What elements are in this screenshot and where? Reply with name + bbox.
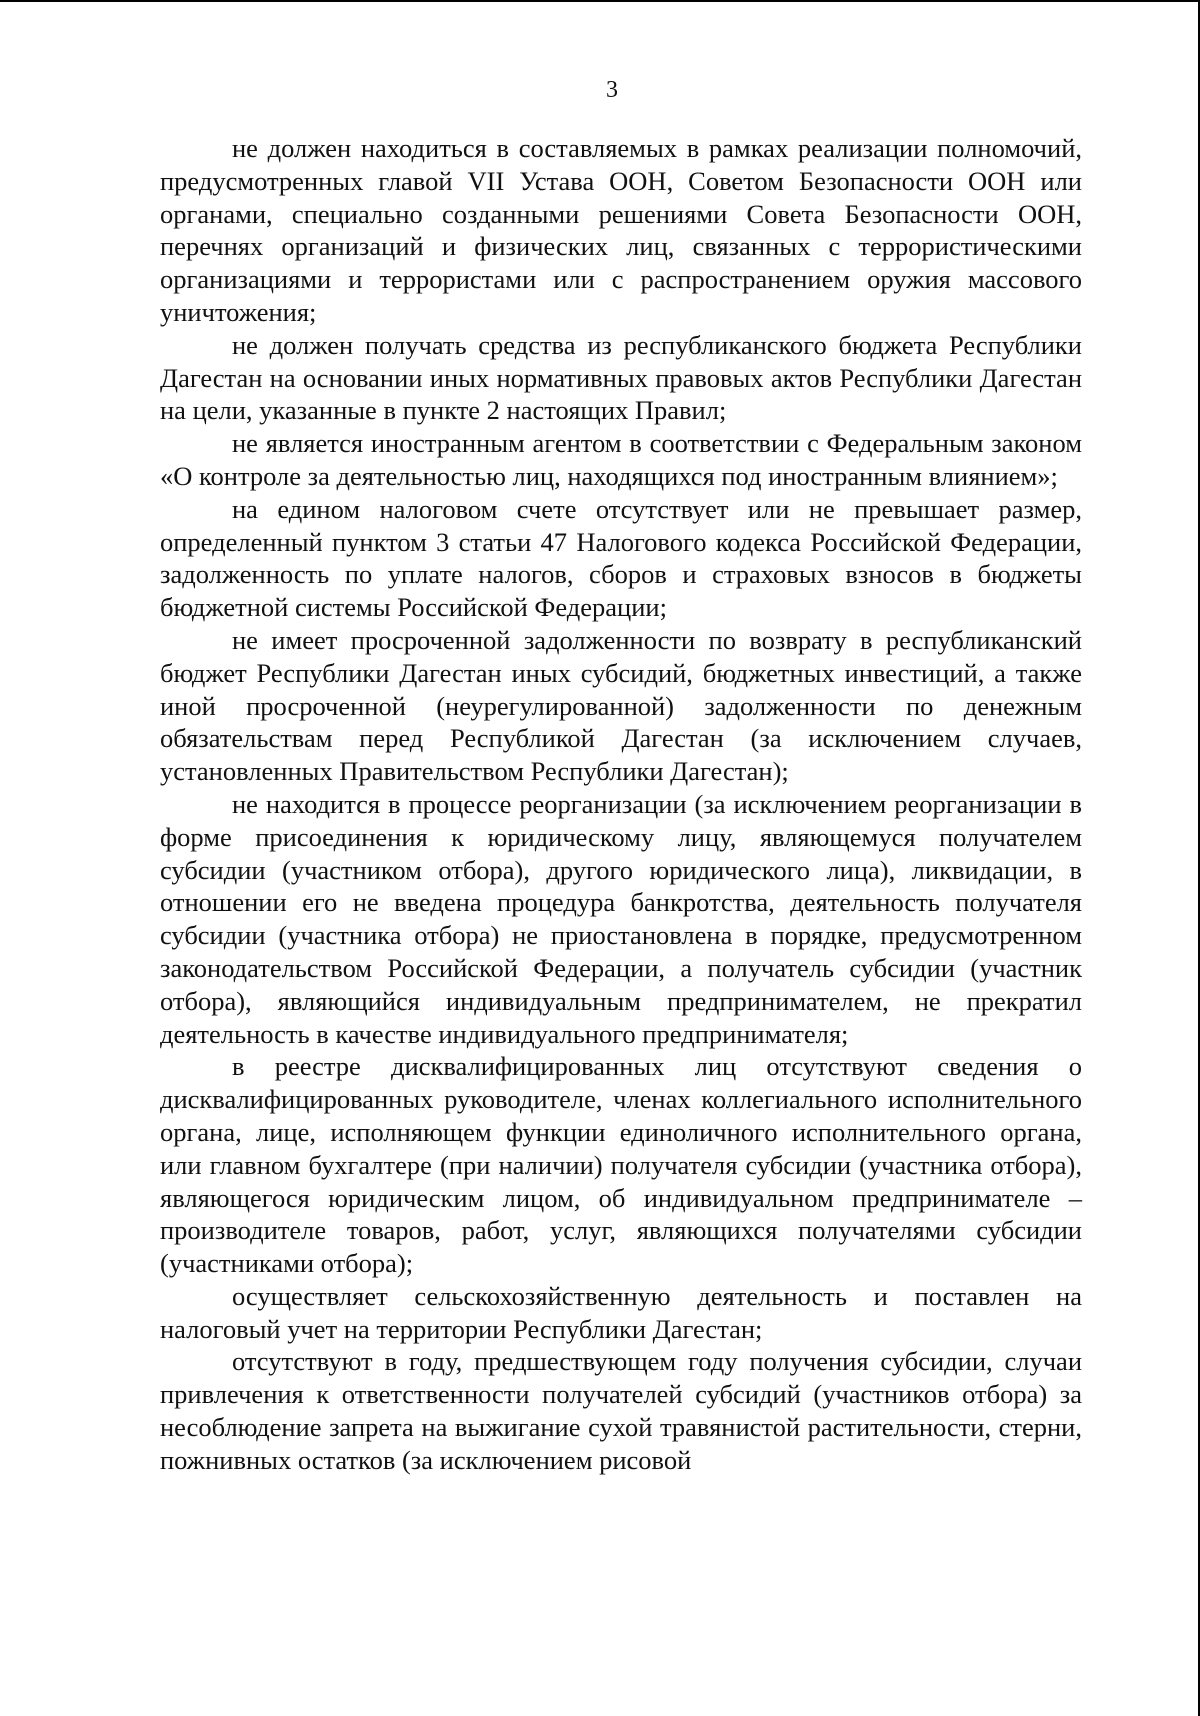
- paragraph-agricultural-activity: осуществляет сельскохозяйственную деятельность и поставлен на налоговый учет на территории Республики Дагестан;: [160, 1280, 1082, 1344]
- paragraph-tax-debt: на едином налоговом счете отсутствует или не превышает размер, определенный пунктом 3 статьи 47 Налогового кодекса Российской Федерации, задолженность по уплате налогов, сборов и страховых взносов в бюджеты бюджетной системы Российской Федерации;: [160, 493, 1082, 623]
- paragraph-disqualified-persons: в реестре дисквалифицированных лиц отсутствуют сведения о дисквалифицированных руководителе, членах коллегиального исполнительного органа, лице, исполняющем функции единоличного исполнительного органа, или главном бухгалтере (при наличии) получателя субсидии (участника отбора), являющегося юридическим лицом, об индивидуальном предпринимателе – производителе товаров, работ, услуг, являющихся получателями субсидии (участниками отбора);: [160, 1051, 1082, 1279]
- paragraph-not-foreign-agent: не является иностранным агентом в соответствии с Федеральным законом «О контроле за деятельностью лиц, находящихся под иностранным влиянием»;: [160, 428, 1082, 491]
- paragraph-no-burning-violations: отсутствуют в году, предшествующем году получения субсидии, случаи привлечения к ответственности получателей субсидий (участников отбора) за несоблюдение запрета на выжигание сухой травянистой растительности, стерни, пожнивных остатков (за исключением рисовой: [160, 1346, 1082, 1475]
- paragraph-no-other-budget-funds: не должен получать средства из республиканского бюджета Республики Дагестан на основании иных нормативных правовых актов Республики Дагестан на цели, указанные в пункте 2 настоящих Правил;: [160, 329, 1082, 426]
- document-body: [160, 132, 1082, 1477]
- paragraph-no-overdue-debt: не имеет просроченной задолженности по возврату в республиканский бюджет Республики Дагестан иных субсидий, бюджетных инвестиций, а также иной просроченной (неурегулированной) задолженности по денежным обязательствам перед Республикой Дагестан (за исключением случаев, установленных Правительством Республики Дагестан);: [160, 624, 1082, 787]
- scan-border-top: [0, 0, 1200, 2]
- paragraph-un-sanctions-list: не должен находиться в составляемых в рамках реализации полномочий, предусмотренных главой VII Устава ООН, Советом Безопасности ООН или органами, специально созданными решениями Совета Безопасности ООН, перечнях организаций и физических лиц, связанных с террористическими организациями и террористами или с распространением оружия массового уничтожения;: [160, 133, 1082, 327]
- paragraph-not-reorganizing: не находится в процессе реорганизации (за исключением реорганизации в форме присоединения к юридическому лицу, являющемуся получателем субсидии (участником отбора), другого юридического лица), ликвидации, в отношении его не введена процедура банкротства, деятельность получателя субсидии (участника отбора) не приостановлена в порядке, предусмотренном законодательством Российской Федерации, а получатель субсидии (участник отбора), являющийся индивидуальным предпринимателем, не прекратил деятельность в качестве индивидуального предпринимателя;: [160, 788, 1082, 1049]
- page-number: 3: [606, 77, 618, 103]
